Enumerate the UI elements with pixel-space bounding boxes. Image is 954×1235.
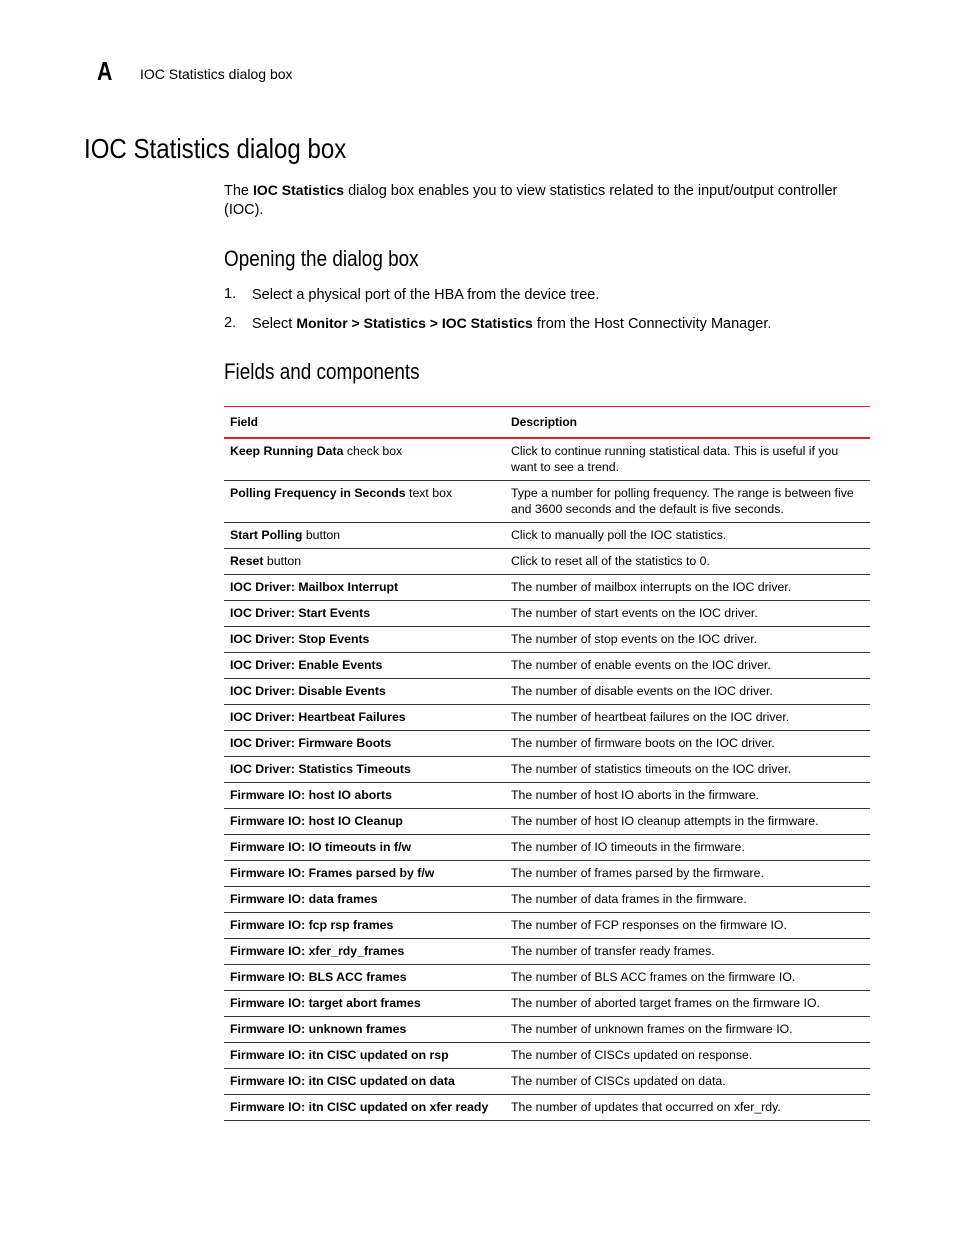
- intro-paragraph: [224, 181, 864, 220]
- field-name: Firmware IO: host IO aborts: [230, 788, 392, 802]
- fields-heading: Fields and components: [224, 359, 420, 384]
- field-type: check box: [343, 444, 403, 458]
- field-name: Firmware IO: IO timeouts in f/w: [230, 840, 412, 854]
- description-cell: The number of heartbeat failures on the IOC driver.: [505, 705, 870, 731]
- description-cell: Click to manually poll the IOC statistics.: [505, 523, 870, 549]
- table-row: [224, 757, 870, 783]
- description-cell: Click to continue running statistical data. This is useful if you want to see a trend.: [505, 438, 870, 481]
- description-cell: The number of updates that occurred on xfer_rdy.: [505, 1095, 870, 1121]
- field-cell: [224, 481, 505, 523]
- description-cell: The number of disable events on the IOC driver.: [505, 679, 870, 705]
- field-cell: [224, 679, 505, 705]
- description-cell: The number of IO timeouts in the firmware.: [505, 835, 870, 861]
- field-cell: [224, 965, 505, 991]
- table-row: [224, 965, 870, 991]
- field-cell: [224, 861, 505, 887]
- field-cell: [224, 1069, 505, 1095]
- field-name: Firmware IO: BLS ACC frames: [230, 970, 407, 984]
- description-cell: The number of unknown frames on the firmware IO.: [505, 1017, 870, 1043]
- table-row: [224, 809, 870, 835]
- intro-post: dialog box enables you to view statistics related to the input/output controller (IOC).: [224, 183, 838, 218]
- field-name: Polling Frequency in Seconds: [230, 486, 406, 500]
- field-type: button: [302, 528, 341, 542]
- description-cell: The number of frames parsed by the firmware.: [505, 861, 870, 887]
- field-name: Firmware IO: host IO Cleanup: [230, 814, 403, 828]
- field-name: IOC Driver: Start Events: [230, 606, 371, 620]
- field-name: IOC Driver: Statistics Timeouts: [230, 762, 411, 776]
- step-text: Select Monitor > Statistics > IOC Statistics from the Host Connectivity Manager.: [252, 315, 772, 332]
- field-cell: [224, 757, 505, 783]
- field-cell: [224, 601, 505, 627]
- description-cell: Click to reset all of the statistics to 0.: [505, 549, 870, 575]
- field-name: Firmware IO: itn CISC updated on data: [230, 1074, 455, 1088]
- field-name: Firmware IO: Frames parsed by f/w: [230, 866, 435, 880]
- field-name: IOC Driver: Mailbox Interrupt: [230, 580, 399, 594]
- running-header: IOC Statistics dialog box: [140, 66, 293, 82]
- field-cell: [224, 809, 505, 835]
- description-cell: The number of CISCs updated on data.: [505, 1069, 870, 1095]
- description-cell: The number of statistics timeouts on the IOC driver.: [505, 757, 870, 783]
- table-row: [224, 679, 870, 705]
- description-cell: The number of host IO aborts in the firmware.: [505, 783, 870, 809]
- table-row: [224, 991, 870, 1017]
- field-cell: [224, 835, 505, 861]
- table-row: [224, 601, 870, 627]
- table-header-row: [224, 407, 870, 439]
- field-name: Reset: [230, 554, 264, 568]
- field-name: Start Polling: [230, 528, 303, 542]
- description-cell: The number of aborted target frames on the firmware IO.: [505, 991, 870, 1017]
- field-cell: [224, 991, 505, 1017]
- field-cell: [224, 705, 505, 731]
- step-number: 2.: [224, 315, 237, 331]
- col-field-header: Field: [224, 407, 505, 439]
- table-row: [224, 1017, 870, 1043]
- description-cell: The number of CISCs updated on response.: [505, 1043, 870, 1069]
- field-name: IOC Driver: Disable Events: [230, 684, 386, 698]
- table-row: [224, 1069, 870, 1095]
- field-cell: [224, 783, 505, 809]
- step-item: [224, 314, 864, 334]
- table-row: [224, 438, 870, 481]
- field-cell: [224, 939, 505, 965]
- description-cell: The number of firmware boots on the IOC driver.: [505, 731, 870, 757]
- table-row: [224, 549, 870, 575]
- table-row: [224, 653, 870, 679]
- table-row: [224, 939, 870, 965]
- field-name: IOC Driver: Enable Events: [230, 658, 383, 672]
- description-cell: The number of FCP responses on the firmware IO.: [505, 913, 870, 939]
- table-row: [224, 835, 870, 861]
- table-row: [224, 783, 870, 809]
- description-cell: The number of BLS ACC frames on the firmware IO.: [505, 965, 870, 991]
- table-row: [224, 481, 870, 523]
- intro-bold: IOC Statistics: [253, 182, 345, 198]
- table-row: [224, 627, 870, 653]
- table-row: [224, 575, 870, 601]
- description-cell: The number of data frames in the firmware.: [505, 887, 870, 913]
- table-row: [224, 731, 870, 757]
- field-cell: [224, 549, 505, 575]
- step-text: Select a physical port of the HBA from the device tree.: [252, 287, 600, 303]
- field-name: Firmware IO: xfer_rdy_frames: [230, 944, 405, 958]
- field-cell: [224, 887, 505, 913]
- description-cell: The number of start events on the IOC driver.: [505, 601, 870, 627]
- col-description-header: Description: [505, 407, 870, 439]
- description-cell: The number of enable events on the IOC driver.: [505, 653, 870, 679]
- table-row: [224, 913, 870, 939]
- step-number: 1.: [224, 286, 237, 302]
- field-name: IOC Driver: Firmware Boots: [230, 736, 392, 750]
- field-cell: [224, 523, 505, 549]
- field-name: Firmware IO: target abort frames: [230, 996, 421, 1010]
- field-type: button: [263, 554, 302, 568]
- appendix-letter: A: [97, 56, 113, 86]
- description-cell: The number of mailbox interrupts on the IOC driver.: [505, 575, 870, 601]
- field-name: Firmware IO: fcp rsp frames: [230, 918, 394, 932]
- field-cell: [224, 1095, 505, 1121]
- table-body: [224, 438, 870, 1121]
- field-cell: [224, 731, 505, 757]
- field-name: Keep Running Data: [230, 444, 344, 458]
- table-row: [224, 887, 870, 913]
- description-cell: The number of host IO cleanup attempts in the firmware.: [505, 809, 870, 835]
- field-cell: [224, 575, 505, 601]
- intro-pre: The: [224, 183, 254, 199]
- field-name: Firmware IO: data frames: [230, 892, 378, 906]
- field-name: Firmware IO: itn CISC updated on xfer ready: [230, 1100, 489, 1114]
- field-cell: [224, 1043, 505, 1069]
- step-item: [224, 285, 864, 305]
- page-title: IOC Statistics dialog box: [84, 133, 347, 164]
- table-row: [224, 861, 870, 887]
- field-name: IOC Driver: Heartbeat Failures: [230, 710, 406, 724]
- field-cell: [224, 1017, 505, 1043]
- field-cell: [224, 913, 505, 939]
- field-type: text box: [405, 486, 453, 500]
- field-name: Firmware IO: itn CISC updated on rsp: [230, 1048, 449, 1062]
- fields-table: [224, 406, 870, 1121]
- table-row: [224, 1043, 870, 1069]
- field-cell: [224, 627, 505, 653]
- opening-steps: [224, 285, 864, 343]
- opening-heading: Opening the dialog box: [224, 246, 419, 271]
- description-cell: The number of transfer ready frames.: [505, 939, 870, 965]
- description-cell: The number of stop events on the IOC driver.: [505, 627, 870, 653]
- table-row: [224, 523, 870, 549]
- description-cell: Type a number for polling frequency. The range is between five and 3600 seconds and the default is five seconds.: [505, 481, 870, 523]
- field-cell: [224, 653, 505, 679]
- field-cell: [224, 438, 505, 481]
- table-row: [224, 705, 870, 731]
- field-name: IOC Driver: Stop Events: [230, 632, 370, 646]
- field-name: Firmware IO: unknown frames: [230, 1022, 407, 1036]
- table-row: [224, 1095, 870, 1121]
